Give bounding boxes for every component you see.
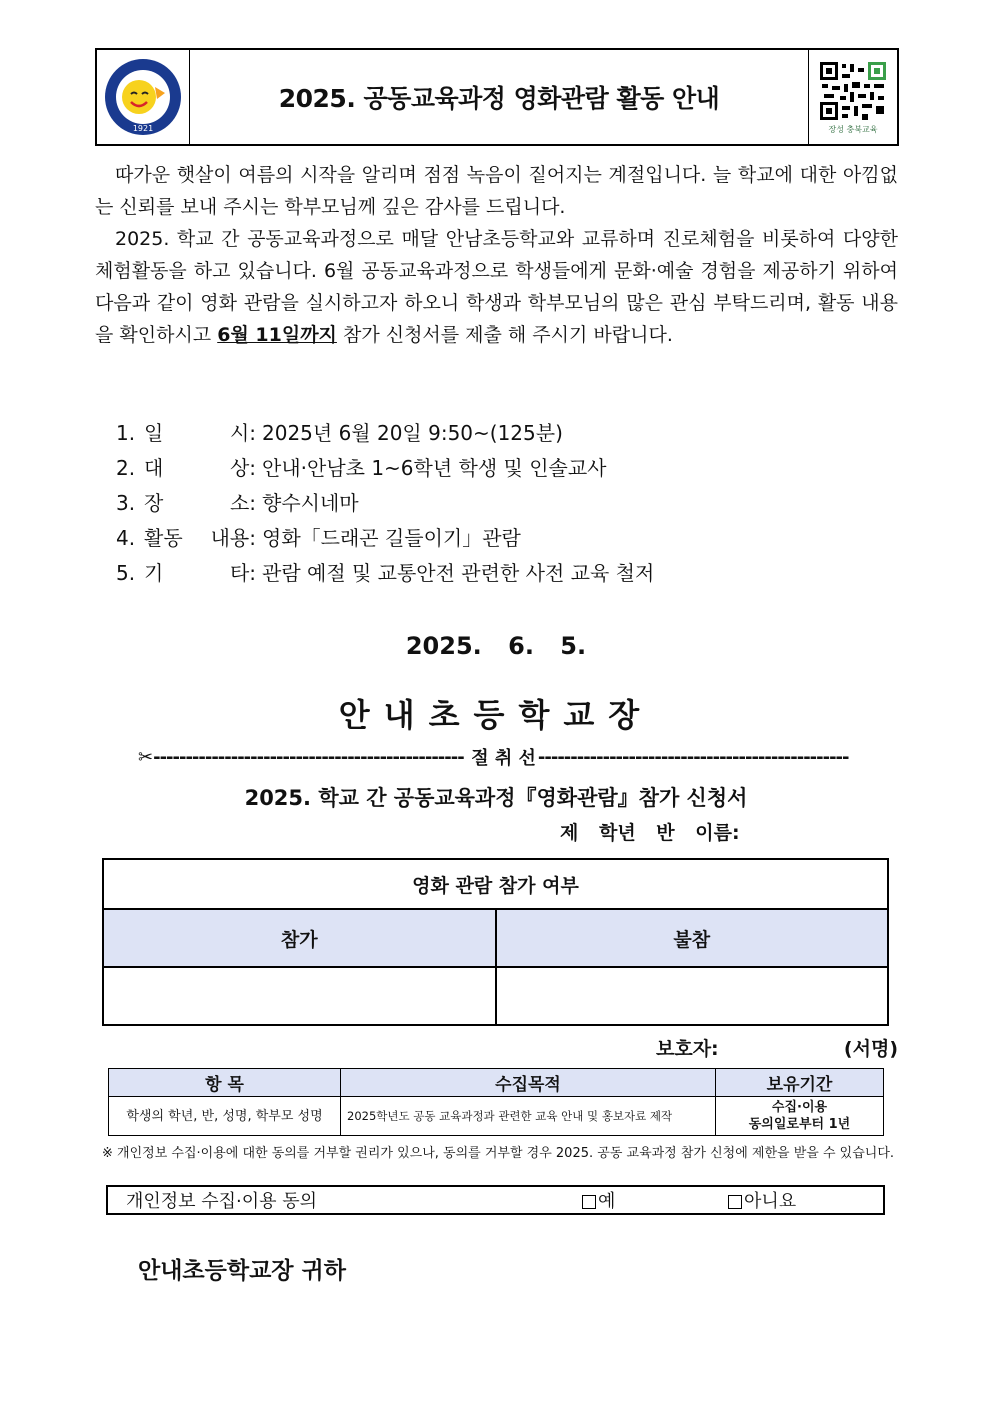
detail-label: 대 상:	[144, 456, 256, 480]
issue-date: 2025. 6. 5.	[405, 632, 587, 660]
guardian-label: 보호자:	[656, 1038, 719, 1060]
participation-table	[102, 858, 889, 1026]
privacy-table	[108, 1068, 884, 1136]
cut-dashes-right: ------------------------------------------------	[537, 746, 849, 768]
cut-line	[138, 744, 854, 770]
absent-checkbox-cell[interactable]	[496, 967, 889, 1025]
page-title: 2025. 공동교육과정 영화관람 활동 안내	[278, 84, 720, 113]
detail-number: 3.	[116, 491, 136, 515]
no-checkbox[interactable]	[728, 1195, 742, 1209]
detail-item	[116, 416, 654, 451]
intro-paragraph-1: 따가운 햇살이 여름의 시작을 알리며 점점 녹음이 짙어지는 계절입니다. 늘 학교에 대한 아낌없는 신뢰를 보내 주시는 학부모님께 깊은 감사를 드립니다.	[95, 164, 898, 218]
no-label: 아니요	[744, 1191, 797, 1212]
detail-number: 4.	[116, 526, 136, 550]
detail-item	[116, 521, 654, 556]
sign-label: (서명)	[843, 1038, 898, 1060]
detail-number: 1.	[116, 421, 136, 445]
consent-row	[106, 1185, 885, 1215]
detail-value: 영화「드래곤 길들이기」관람	[262, 526, 521, 550]
scissors-icon: ✂	[138, 746, 154, 768]
qr-caption: 장성 충북교육	[828, 124, 878, 134]
intro-paragraph-2	[95, 223, 898, 351]
attend-checkbox-cell[interactable]	[103, 967, 496, 1025]
privacy-header-period: 보유기간	[716, 1069, 884, 1097]
detail-value: 안내·안남초 1~6학년 학생 및 인솔교사	[262, 456, 607, 480]
consent-no-option[interactable]	[728, 1187, 796, 1213]
detail-number: 5.	[116, 561, 136, 585]
privacy-period: 수집·이용 동의일로부터 1년	[716, 1097, 884, 1136]
yes-label: 예	[598, 1191, 616, 1212]
detail-value: 향수시네마	[262, 491, 359, 515]
privacy-header-purpose: 수집목적	[341, 1069, 716, 1097]
svg-text:1921: 1921	[132, 124, 154, 133]
guardian-signature-line	[656, 1034, 898, 1061]
attend-column-header: 참가	[103, 909, 496, 967]
details-list	[116, 416, 654, 591]
privacy-item: 학생의 학년, 반, 성명, 학부모 성명	[109, 1097, 341, 1136]
cut-dashes-left: ------------------------------------------------	[153, 746, 464, 768]
qr-code-icon	[818, 60, 888, 122]
privacy-header-item: 항 목	[109, 1069, 341, 1097]
detail-label: 일 시:	[144, 421, 256, 445]
cut-line-label: 절 취 선	[471, 748, 536, 769]
addressee: 안내초등학교장 귀하	[138, 1258, 346, 1284]
detail-item	[116, 451, 654, 486]
privacy-purpose: 2025학년도 공동 교육과정과 관련한 교육 안내 및 홍보자료 제작	[341, 1097, 716, 1136]
deadline-text: 6월 11일까지	[217, 324, 337, 346]
participation-header: 영화 관람 참가 여부	[103, 859, 888, 909]
detail-item	[116, 556, 654, 591]
intro-text: 2025. 학교 간 공동교육과정으로 매달 안남초등학교와 교류하며 진로체험을 비롯하여 다양한 체험활동을 하고 있습니다. 6월 공동교육과정으로 학생들에게 문화·예술 경험을 제공하기 위하여 다음과 같이 영화 관람을 실시하고자 하오니 학생과 학부모님의 많은 관심 부탁드리며, 활동 내용을 확인하시고	[95, 228, 898, 346]
detail-label: 기 타:	[144, 561, 256, 585]
consent-yes-option[interactable]	[582, 1187, 728, 1213]
school-logo	[97, 50, 190, 144]
intro-text-end: 참가 신청서를 제출 해 주시기 바랍니다.	[336, 324, 673, 346]
detail-value: 관람 예절 및 교통안전 관련한 사전 교육 철저	[262, 561, 655, 585]
detail-number: 2.	[116, 456, 136, 480]
absent-column-header: 불참	[496, 909, 889, 967]
consent-label: 개인정보 수집·이용 동의	[126, 1191, 318, 1212]
detail-label: 활동 내용:	[144, 526, 256, 550]
detail-item	[116, 486, 654, 521]
privacy-notice: ※ 개인정보 수집·이용에 대한 동의를 거부할 권리가 있으나, 동의를 거부할 경우 2025. 공동 교육과정 참가 신청에 제한을 받을 수 있습니다.	[102, 1146, 895, 1161]
qr-area	[808, 50, 897, 144]
student-info-line: 제 학년 반 이름:	[560, 822, 740, 844]
document-header	[95, 48, 899, 146]
detail-value: 2025년 6월 20일 9:50~(125분)	[262, 421, 563, 445]
principal-signature: 안내초등학교장	[338, 696, 654, 734]
yes-checkbox[interactable]	[582, 1195, 596, 1209]
school-emblem-icon	[103, 57, 183, 137]
detail-label: 장 소:	[144, 491, 256, 515]
form-title: 2025. 학교 간 공동교육과정『영화관람』참가 신청서	[244, 786, 748, 810]
